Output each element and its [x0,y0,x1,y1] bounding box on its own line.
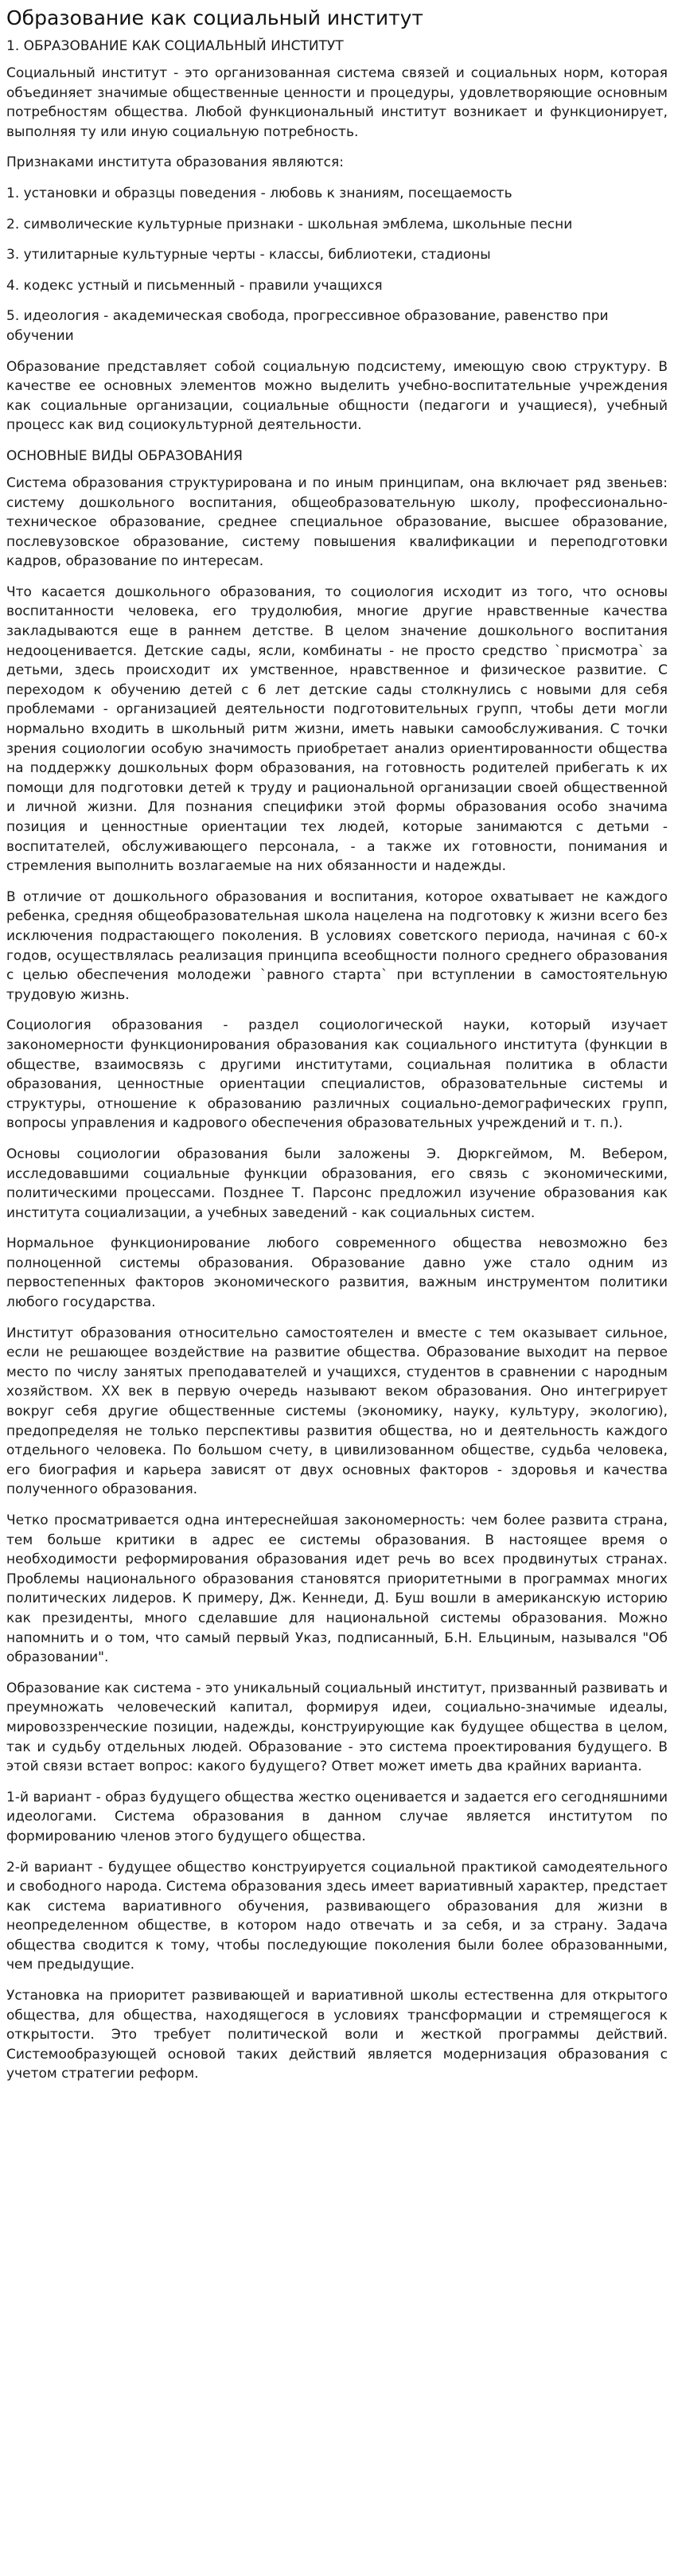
list-item-sign-1: 1. установки и образцы поведения - любовь к знаниям, посещаемость [6,185,512,201]
list-item-sign-3: 3. утилитарные культурные черты - классы, библиотеки, стадионы [6,247,491,263]
paragraph-criticism: Четко просматривается одна интереснейшая закономерность: чем более развита страна, тем больше критики в адрес ее системы образования. В настоящее время о необходимости реформирования образования идет речь во всех продвинутых странах. Проблемы национального образования становятся приоритетными в программах многих политических лидеров. К примеру, Дж. Кеннеди, Д. Буш вошли в американскую историю как президенты, много сделавшие для национальной системы образования. Можно напомнить и о том, что самый первый Указ, подписанный, Б.Н. Ельциным, назывался "Об образовании". [6,1512,668,1666]
paragraph-school: В отличие от дошкольного образования и воспитания, которое охватывает не каждого ребенка, средняя общеобразовательная школа нацелена на подготовку к жизни всего без исключения подрастающего поколения. В условиях советского периода, начиная с 60-х годов, осуществлялась реализация принципа всеобщности полного среднего образования с целью обеспечения молодежи `равного старта` при вступлении в самостоятельную трудовую жизнь. [6,888,668,1003]
list-item-sign-2: 2. символические культурные признаки - школьная эмблема, школьные песни [6,216,573,232]
section-heading-types: ОСНОВНЫЕ ВИДЫ ОБРАЗОВАНИЯ [6,447,243,464]
paragraph-sociology-definition: Социология образования - раздел социологической науки, который изучает закономерности функционирования образования как социального института (функции в обществе, взаимосвязь с другими институтами, социальная политика в области образования, ценностные ориентации специалистов, образовательные системы и структуры, отношение к образованию различных социально-демографических групп, вопросы управления и кадрового обеспечения образовательных учреждений и т. п.). [6,1017,668,1132]
list-item-sign-5: 5. идеология - академическая свобода, прогрессивное образование, равенство при обучении [6,308,609,344]
section-heading-institute: 1. ОБРАЗОВАНИЕ КАК СОЦИАЛЬНЫЙ ИНСТИТУТ [6,38,344,54]
paragraph-modern-society: Нормальное функционирование любого современного общества невозможно без полноценной системы образования. Образование давно уже стало одним из первостепенных факторов экономического развития, важным инструментом политики любого государства. [6,1235,668,1311]
paragraph-preschool: Что касается дошкольного образования, то социология исходит из того, что основы воспитанности человека, его трудолюбия, многие другие нравственные качества закладываются еще в раннем детстве. В целом значение дошкольного воспитания недооценивается. Детские сады, ясли, комбинаты - не просто средство `присмотра` за детьми, здесь происходит их умственное, нравственное и физическое развитие. С переходом к обучению детей с 6 лет детские сады столкнулись с новыми для себя проблемами - организацией деятельности подготовительных групп, чтобы дети могли нормально входить в школьный ритм жизни, иметь навыки самообслуживания. С точки зрения социологии особую значимость приобретает анализ ориентированности общества на поддержку дошкольных форм образования, на готовность родителей прибегать к их помощи для подготовки детей к труду и рациональной организации своей общественной и личной жизни. Для познания специфики этой формы образования особо значима позиция и ценностные ориентации тех людей, которые занимаются с детьми - воспитателей, обслуживающего персонала, - а также их готовности, понимания и стремления выполнить возлагаемые на них обязанности и надежды. [6,584,668,875]
signs-heading: Признаками института образования являются: [6,154,344,171]
list-item-sign-4: 4. кодекс устный и письменный - правили учащихся [6,277,383,294]
paragraph-founders: Основы социологии образования были заложены Э. Дюркгеймом, М. Вебером, исследовавшими социальные функции образования, его связь с экономическими, политическими процессами. Позднее Т. Парсонс предложил изучение образования как института социализации, а учебных заведений - как социальных систем. [6,1146,668,1221]
paragraph-definition: Социальный институт - это организованная система связей и социальных норм, которая объединяет значимые общественные ценности и процедуры, удовлетворяющие основным потребностям общества. Любой функциональный институт возникает и функционирует, выполняя ту или иную социальную потребность. [6,65,668,140]
paragraph-institute-influence: Институт образования относительно самостоятелен и вместе с тем оказывает сильное, если не решающее воздействие на развитие общества. Образование выходит на первое место по числу занятых преподавателей и учащихся, студентов в сравнении с народным хозяйством. XX век в первую очередь называют веком образования. Оно интегрирует вокруг себя другие общественные системы (экономику, науку, культуру, экологию), предопределяя не только перспективы развития общества, но и деятельность каждого отдельного человека. По большом счету, в цивилизованном обществе, судьба человека, его биография и карьера зависят от двух основных факторов - здоровья и качества полученного образования. [6,1325,668,1498]
paragraph-system-future: Образование как система - это уникальный социальный институт, призванный развивать и преумножать человеческий капитал, формируя идеи, социально-значимые идеалы, мировоззренческие позиции, надежды, конструирующие как будущее общества в целом, так и судьбу отдельных людей. Образование - это система проектирования будущего. В этой связи встает вопрос: какого будущего? Ответ может иметь два крайних варианта. [6,1680,668,1775]
paragraph-variant-1: 1-й вариант - образ будущего общества жестко оценивается и задается его сегодняшними идеологами. Система образования в данном случае является институтом по формированию членов этого будущего общества. [6,1789,668,1844]
paragraph-variant-2: 2-й вариант - будущее общество конструируется социальной практикой самодеятельного и свободного народа. Система образования здесь имеет вариативный характер, предстает как система вариативного обучения, развивающего образования для жизни в неопределенном обществе, в котором надо отвечать и за себя, и за страну. Задача общества сводится к тому, чтобы последующие поколения были более образованными, чем предыдущие. [6,1859,668,1973]
paragraph-structure: Система образования структурирована и по иным принципам, она включает ряд звеньев: систему дошкольного воспитания, общеобразовательную школу, профессионально-техническое образование, среднее специальное образование, высшее образование, послевузовское образование, систему повышения квалификации и переподготовки кадров, образование по интересам. [6,474,668,570]
paragraph-open-society: Установка на приоритет развивающей и вариативной школы естественна для открытого общества, для общества, находящегося в условиях трансформации и стремящегося к открытости. Это требует политической воли и жесткой программы действий. Системообразующей основой таких действий является модернизация образования с учетом стратегии реформ. [6,1988,668,2082]
page-title: Образование как социальный институт [6,6,423,29]
paragraph-subsystem: Образование представляет собой социальную подсистему, имеющую свою структуру. В качестве ее основных элементов можно выделить учебно-воспитательные учреждения как социальные организации, социальные общности (педагоги и учащиеся), учебный процесс как вид социокультурной деятельности. [6,358,668,434]
